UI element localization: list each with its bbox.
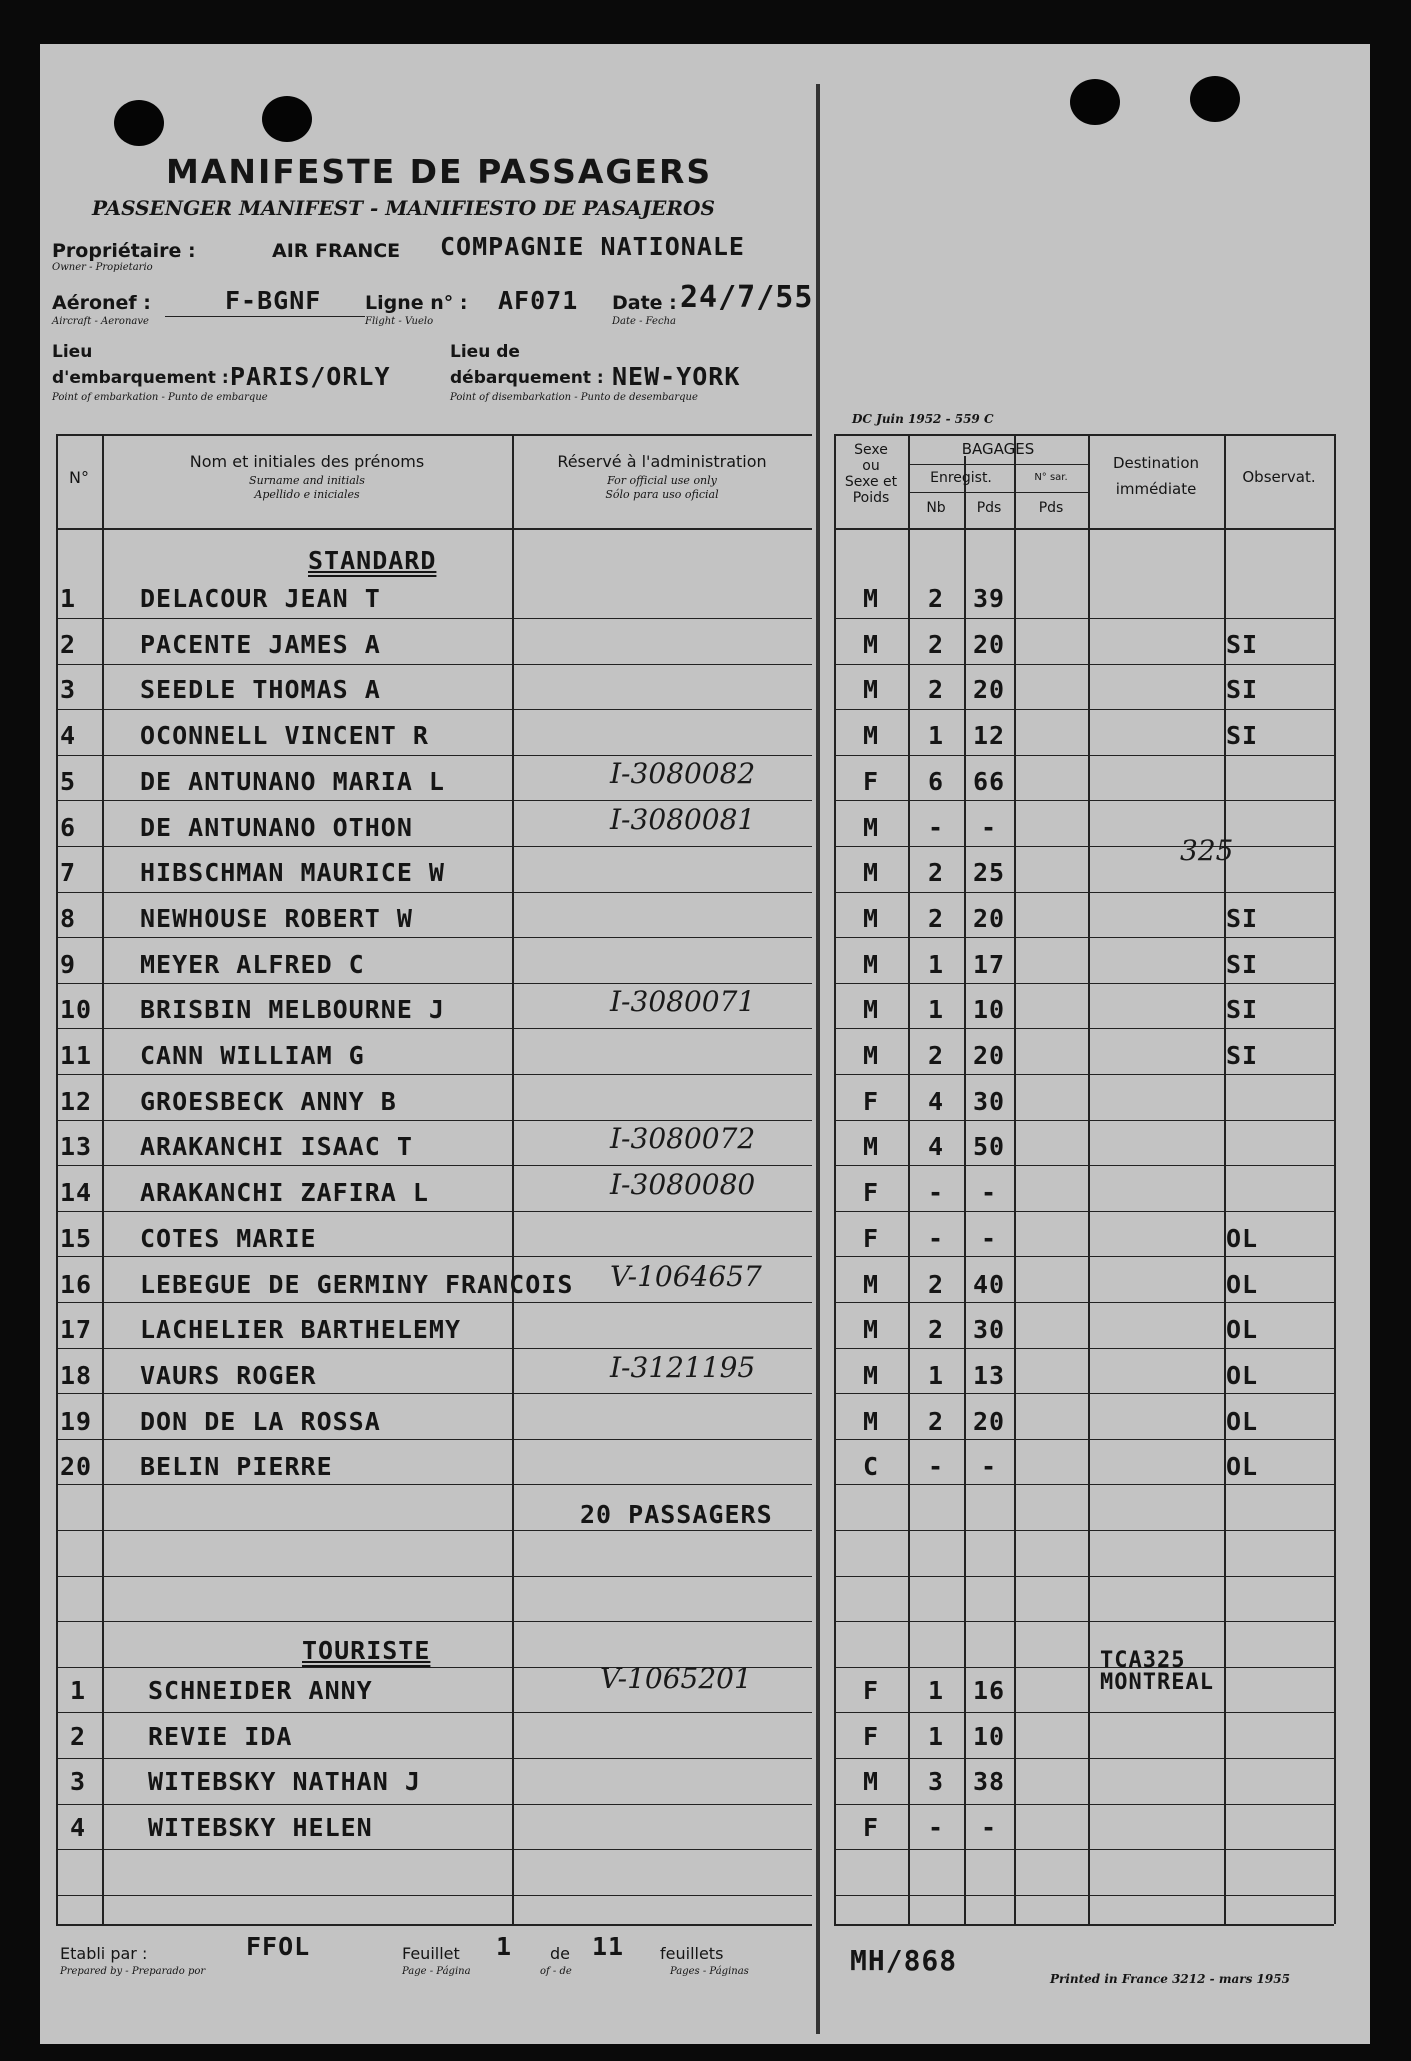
row-rule	[834, 1120, 1334, 1121]
passenger-name: BRISBIN MELBOURNE J	[140, 995, 445, 1024]
prepared-label: Etabli par :	[60, 1944, 148, 1963]
of-label: de	[550, 1944, 570, 1963]
bag-weight: 30	[972, 1087, 1006, 1116]
col-dest-header: immédiate	[1115, 480, 1197, 498]
bag-weight: 10	[972, 995, 1006, 1024]
printed-note: Printed in France 3212 - mars 1955	[1050, 1972, 1290, 1986]
col-name-sub: Surname and initials	[249, 474, 365, 487]
aircraft-value: F-BGNF	[225, 286, 322, 315]
sex-value: F	[862, 1224, 880, 1253]
punch-hole	[114, 100, 164, 146]
rule	[908, 492, 1088, 493]
form-code: DC Juin 1952 - 559 C	[852, 412, 994, 426]
row-rule	[56, 1712, 812, 1713]
row-number: 13	[60, 1132, 93, 1161]
col-rule	[102, 434, 104, 1924]
row-rule	[56, 1211, 812, 1212]
sex-value: F	[862, 1813, 880, 1842]
passenger-name: PACENTE JAMES A	[140, 630, 381, 659]
row-rule	[834, 1530, 1334, 1531]
row-number: 11	[60, 1041, 93, 1070]
col-nsar-header: N° sar.	[1034, 472, 1068, 483]
flight-sublabel: Flight - Vuelo	[365, 316, 434, 327]
row-rule	[56, 1895, 812, 1896]
owner-label: Propriétaire :	[52, 240, 196, 262]
row-rule	[56, 846, 812, 847]
observation: OL	[1226, 1452, 1259, 1481]
col-dest-header: Destination	[1112, 454, 1200, 472]
row-number: 2	[70, 1722, 87, 1751]
row-number: 19	[60, 1407, 93, 1436]
disembark-label: débarquement :	[450, 368, 604, 388]
row-number: 8	[60, 904, 77, 933]
row-rule	[834, 1804, 1334, 1805]
sex-value: F	[862, 1722, 880, 1751]
passenger-name: CANN WILLIAM G	[140, 1041, 365, 1070]
row-rule	[56, 1621, 812, 1622]
passenger-name: BELIN PIERRE	[140, 1452, 333, 1481]
bag-weight: 38	[972, 1767, 1006, 1796]
flight-label: Ligne n° :	[365, 292, 468, 314]
bag-weight: 66	[972, 767, 1006, 796]
row-number: 15	[60, 1224, 93, 1253]
sex-value: C	[862, 1452, 880, 1481]
row-rule	[834, 1256, 1334, 1257]
embark-label: d'embarquement :	[52, 368, 229, 388]
observation: SI	[1226, 950, 1259, 979]
row-rule	[834, 1849, 1334, 1850]
bag-count: 4	[927, 1132, 945, 1161]
bag-count: 4	[927, 1087, 945, 1116]
bag-count: -	[927, 1224, 945, 1253]
col-rule	[1014, 434, 1016, 1924]
bag-weight: -	[980, 1224, 998, 1253]
col-rule	[1088, 434, 1090, 1924]
row-number: 20	[60, 1452, 93, 1481]
bag-count: -	[927, 1813, 945, 1842]
disembark-value: NEW-YORK	[612, 362, 741, 391]
row-rule	[834, 1667, 1334, 1668]
sex-value: M	[862, 995, 880, 1024]
passenger-name: ARAKANCHI ISAAC T	[140, 1132, 413, 1161]
row-rule	[56, 1758, 812, 1759]
row-number: 17	[60, 1315, 93, 1344]
row-rule	[56, 983, 812, 984]
row-rule	[834, 846, 1334, 847]
bag-count: 1	[927, 721, 945, 750]
row-rule	[834, 709, 1334, 710]
passenger-name: DE ANTUNANO OTHON	[140, 813, 413, 842]
col-admin-header: Réservé à l'administration	[557, 452, 767, 471]
bag-weight: -	[980, 1178, 998, 1207]
bag-count: 1	[927, 995, 945, 1024]
bag-weight: 20	[972, 904, 1006, 933]
passenger-name: DON DE LA ROSSA	[140, 1407, 381, 1436]
passenger-name: LACHELIER BARTHELEMY	[140, 1315, 462, 1344]
row-number: 3	[70, 1767, 87, 1796]
col-rule	[1334, 434, 1336, 1924]
bag-count: -	[927, 1178, 945, 1207]
row-rule	[834, 800, 1334, 801]
sex-value: M	[862, 721, 880, 750]
col-rule	[512, 434, 514, 1924]
bag-weight: -	[980, 1813, 998, 1842]
row-rule	[56, 1120, 812, 1121]
admin-note: V-1064657	[610, 1260, 762, 1293]
rule	[165, 316, 365, 317]
sex-value: M	[862, 1041, 880, 1070]
bag-weight: 17	[972, 950, 1006, 979]
row-rule	[834, 892, 1334, 893]
fold-line	[816, 84, 820, 2034]
row-number: 5	[60, 767, 77, 796]
observation: OL	[1226, 1407, 1259, 1436]
sex-value: M	[862, 630, 880, 659]
footer-rule	[56, 1924, 812, 1926]
punch-hole	[1070, 79, 1120, 125]
row-rule	[56, 1348, 812, 1349]
admin-note: I-3080081	[610, 803, 756, 836]
prepared-sublabel: Prepared by - Preparado por	[60, 1966, 206, 1977]
col-rule	[56, 434, 58, 1924]
col-sex-header: Sexe et	[844, 474, 898, 490]
disembark-label: Lieu de	[450, 342, 520, 362]
row-rule	[834, 1895, 1334, 1896]
bag-count: 2	[927, 1270, 945, 1299]
punch-hole	[1190, 76, 1240, 122]
observation: SI	[1226, 904, 1259, 933]
passenger-name: GROESBECK ANNY B	[140, 1087, 397, 1116]
reference-number: MH/868	[850, 1944, 958, 1977]
observation: SI	[1226, 1041, 1259, 1070]
sheet-value: 1	[496, 1932, 513, 1961]
date-value: 24/7/55	[680, 280, 814, 315]
bag-weight: 13	[972, 1361, 1006, 1390]
bag-weight: 20	[972, 630, 1006, 659]
prepared-value: FFOL	[246, 1932, 311, 1961]
bag-weight: -	[980, 1452, 998, 1481]
passenger-name: ARAKANCHI ZAFIRA L	[140, 1178, 429, 1207]
footer-rule	[834, 1924, 1334, 1926]
destination-note: 325	[1180, 834, 1234, 867]
row-rule	[56, 1165, 812, 1166]
bag-weight: 30	[972, 1315, 1006, 1344]
sex-value: M	[862, 858, 880, 887]
admin-note: I-3080082	[610, 757, 756, 790]
flight-value: AF071	[498, 286, 579, 315]
passenger-name: WITEBSKY HELEN	[148, 1813, 373, 1842]
bag-weight: 40	[972, 1270, 1006, 1299]
observation: SI	[1226, 675, 1259, 704]
bag-weight: 50	[972, 1132, 1006, 1161]
bag-weight: 12	[972, 721, 1006, 750]
row-rule	[834, 618, 1334, 619]
bag-count: 2	[927, 1407, 945, 1436]
col-sex-header: ou	[862, 458, 880, 474]
row-rule	[56, 1074, 812, 1075]
col-sex-header: Sexe	[854, 442, 888, 458]
row-rule	[56, 1256, 812, 1257]
row-rule	[56, 1302, 812, 1303]
observation: OL	[1226, 1224, 1259, 1253]
row-number: 9	[60, 950, 77, 979]
bag-count: 6	[927, 767, 945, 796]
passenger-name: DELACOUR JEAN T	[140, 584, 381, 613]
row-rule	[56, 1849, 812, 1850]
form-title: MANIFESTE DE PASSAGERS	[166, 152, 713, 191]
bag-weight: 20	[972, 675, 1006, 704]
sex-value: M	[862, 1767, 880, 1796]
passenger-name: SCHNEIDER ANNY	[148, 1676, 373, 1705]
row-rule	[834, 755, 1334, 756]
observation: SI	[1226, 995, 1259, 1024]
row-rule	[834, 1074, 1334, 1075]
row-rule	[56, 1393, 812, 1394]
row-rule	[56, 664, 812, 665]
bag-count: 3	[927, 1767, 945, 1796]
row-rule	[834, 937, 1334, 938]
bag-count: -	[927, 813, 945, 842]
date-label: Date :	[612, 292, 677, 314]
rule	[908, 464, 1088, 465]
bag-count: 2	[927, 584, 945, 613]
col-no-header: N°	[69, 468, 89, 487]
passenger-name: DE ANTUNANO MARIA L	[140, 767, 445, 796]
owner-sublabel: Owner - Propietario	[52, 262, 153, 273]
sheet-label: Feuillet	[402, 1944, 460, 1963]
row-number: 18	[60, 1361, 93, 1390]
col-bagages-header: BAGAGES	[961, 440, 1035, 458]
col-nb-header: Nb	[926, 500, 946, 516]
row-rule	[834, 1439, 1334, 1440]
row-rule	[834, 1758, 1334, 1759]
bag-weight: 16	[972, 1676, 1006, 1705]
row-number: 2	[60, 630, 77, 659]
row-rule	[56, 1576, 812, 1577]
sex-value: M	[862, 584, 880, 613]
of-sublabel: of - de	[540, 1966, 572, 1977]
row-rule	[834, 1028, 1334, 1029]
owner-printed: AIR FRANCE	[272, 240, 401, 262]
row-number: 10	[60, 995, 93, 1024]
bag-count: 2	[927, 675, 945, 704]
passenger-name: MEYER ALFRED C	[140, 950, 365, 979]
bag-weight: 10	[972, 1722, 1006, 1751]
row-rule	[834, 1712, 1334, 1713]
touriste-heading: TOURISTE	[302, 1636, 431, 1665]
col-name-header: Nom et initiales des prénoms	[189, 452, 425, 471]
row-rule	[834, 1393, 1334, 1394]
passenger-name: SEEDLE THOMAS A	[140, 675, 381, 704]
bag-count: 1	[927, 950, 945, 979]
admin-note: I-3121195	[610, 1351, 756, 1384]
col-admin-sub: For official use only	[607, 474, 717, 487]
row-number: 14	[60, 1178, 93, 1207]
bag-count: 2	[927, 858, 945, 887]
sex-value: M	[862, 1270, 880, 1299]
row-rule	[56, 800, 812, 801]
col-sex-header: Poids	[852, 490, 890, 506]
bag-weight: 20	[972, 1041, 1006, 1070]
row-number: 12	[60, 1087, 93, 1116]
sex-value: M	[862, 1132, 880, 1161]
sex-value: F	[862, 1087, 880, 1116]
admin-note: I-3080080	[610, 1168, 756, 1201]
row-number: 7	[60, 858, 77, 887]
row-rule	[56, 937, 812, 938]
col-observ-header: Observat.	[1242, 468, 1316, 486]
admin-note: V-1065201	[600, 1662, 752, 1695]
bag-count: 2	[927, 904, 945, 933]
row-rule	[56, 618, 812, 619]
sex-value: M	[862, 1361, 880, 1390]
passenger-name: HIBSCHMAN MAURICE W	[140, 858, 445, 887]
row-rule	[56, 709, 812, 710]
bag-count: 2	[927, 1041, 945, 1070]
sex-value: M	[862, 1407, 880, 1436]
row-rule	[56, 1804, 812, 1805]
bag-count: -	[927, 1452, 945, 1481]
form-subtitle: PASSENGER MANIFEST - MANIFIESTO DE PASAJEROS	[92, 196, 715, 220]
row-rule	[56, 1439, 812, 1440]
row-rule	[834, 1165, 1334, 1166]
row-rule	[834, 664, 1334, 665]
sex-value: F	[862, 1178, 880, 1207]
passenger-name: REVIE IDA	[148, 1722, 293, 1751]
row-rule	[834, 1348, 1334, 1349]
sex-value: M	[862, 1315, 880, 1344]
sex-value: M	[862, 675, 880, 704]
row-rule	[834, 1484, 1334, 1485]
embark-sublabel: Point of embarkation - Punto de embarque	[52, 392, 268, 403]
row-rule	[834, 1576, 1334, 1577]
row-number: 6	[60, 813, 77, 842]
passenger-name: NEWHOUSE ROBERT W	[140, 904, 413, 933]
date-sublabel: Date - Fecha	[612, 316, 676, 327]
row-number: 3	[60, 675, 77, 704]
sex-value: F	[862, 767, 880, 796]
bag-count: 2	[927, 630, 945, 659]
row-rule	[56, 1484, 812, 1485]
admin-note: I-3080072	[610, 1122, 756, 1155]
standard-heading: STANDARD	[308, 546, 437, 575]
row-rule	[834, 1211, 1334, 1212]
bag-weight: 25	[972, 858, 1006, 887]
row-rule	[56, 755, 812, 756]
row-rule	[834, 983, 1334, 984]
observation: OL	[1226, 1270, 1259, 1299]
aircraft-label: Aéronef :	[52, 292, 151, 314]
bag-weight: -	[980, 813, 998, 842]
passenger-name: WITEBSKY NATHAN J	[148, 1767, 421, 1796]
row-rule	[56, 892, 812, 893]
sex-value: F	[862, 1676, 880, 1705]
sex-value: M	[862, 904, 880, 933]
row-rule	[56, 1028, 812, 1029]
row-number: 1	[60, 584, 77, 613]
embark-label: Lieu	[52, 342, 93, 362]
embark-value: PARIS/ORLY	[230, 362, 391, 391]
bag-count: 1	[927, 1361, 945, 1390]
row-number: 4	[60, 721, 77, 750]
bag-count: 1	[927, 1722, 945, 1751]
passenger-name: OCONNELL VINCENT R	[140, 721, 429, 750]
sex-value: M	[862, 950, 880, 979]
sheets-sublabel: Pages - Páginas	[670, 1966, 749, 1977]
row-rule	[56, 1530, 812, 1531]
sheet-sublabel: Page - Página	[402, 1966, 471, 1977]
row-rule	[834, 1621, 1334, 1622]
observation: SI	[1226, 630, 1259, 659]
row-number: 16	[60, 1270, 93, 1299]
bag-weight: 39	[972, 584, 1006, 613]
bag-count: 1	[927, 1676, 945, 1705]
observation: OL	[1226, 1315, 1259, 1344]
of-value: 11	[592, 1932, 625, 1961]
observation: SI	[1226, 721, 1259, 750]
passenger-name: VAURS ROGER	[140, 1361, 317, 1390]
punch-hole	[262, 96, 312, 142]
observation: OL	[1226, 1361, 1259, 1390]
row-number: 1	[70, 1676, 87, 1705]
destination: TCA325 MONTREAL	[1100, 1648, 1214, 1695]
table-top	[56, 434, 812, 436]
col-name-sub: Apellido e iniciales	[254, 488, 360, 501]
table-header-bottom	[56, 528, 812, 530]
col-enreg-header: Enregist.	[930, 470, 992, 486]
col-admin-sub: Sólo para uso oficial	[605, 488, 719, 501]
owner-typed: COMPAGNIE NATIONALE	[440, 232, 745, 261]
row-number: 4	[70, 1813, 87, 1842]
passenger-name: COTES MARIE	[140, 1224, 317, 1253]
admin-note: I-3080071	[610, 985, 756, 1018]
passenger-name: LEBEGUE DE GERMINY FRANCOIS	[140, 1270, 574, 1299]
bag-weight: 20	[972, 1407, 1006, 1436]
bag-count: 2	[927, 1315, 945, 1344]
col-pds2-header: Pds	[1038, 500, 1064, 516]
row-rule	[834, 1302, 1334, 1303]
aircraft-sublabel: Aircraft - Aeronave	[52, 316, 149, 327]
col-pds-header: Pds	[976, 500, 1002, 516]
standard-total: 20 PASSAGERS	[580, 1500, 773, 1529]
disembark-sublabel: Point of disembarkation - Punto de desembarque	[450, 392, 698, 403]
sheets-label: feuillets	[660, 1944, 724, 1963]
manifest-sheet	[40, 44, 1370, 2044]
sex-value: M	[862, 813, 880, 842]
